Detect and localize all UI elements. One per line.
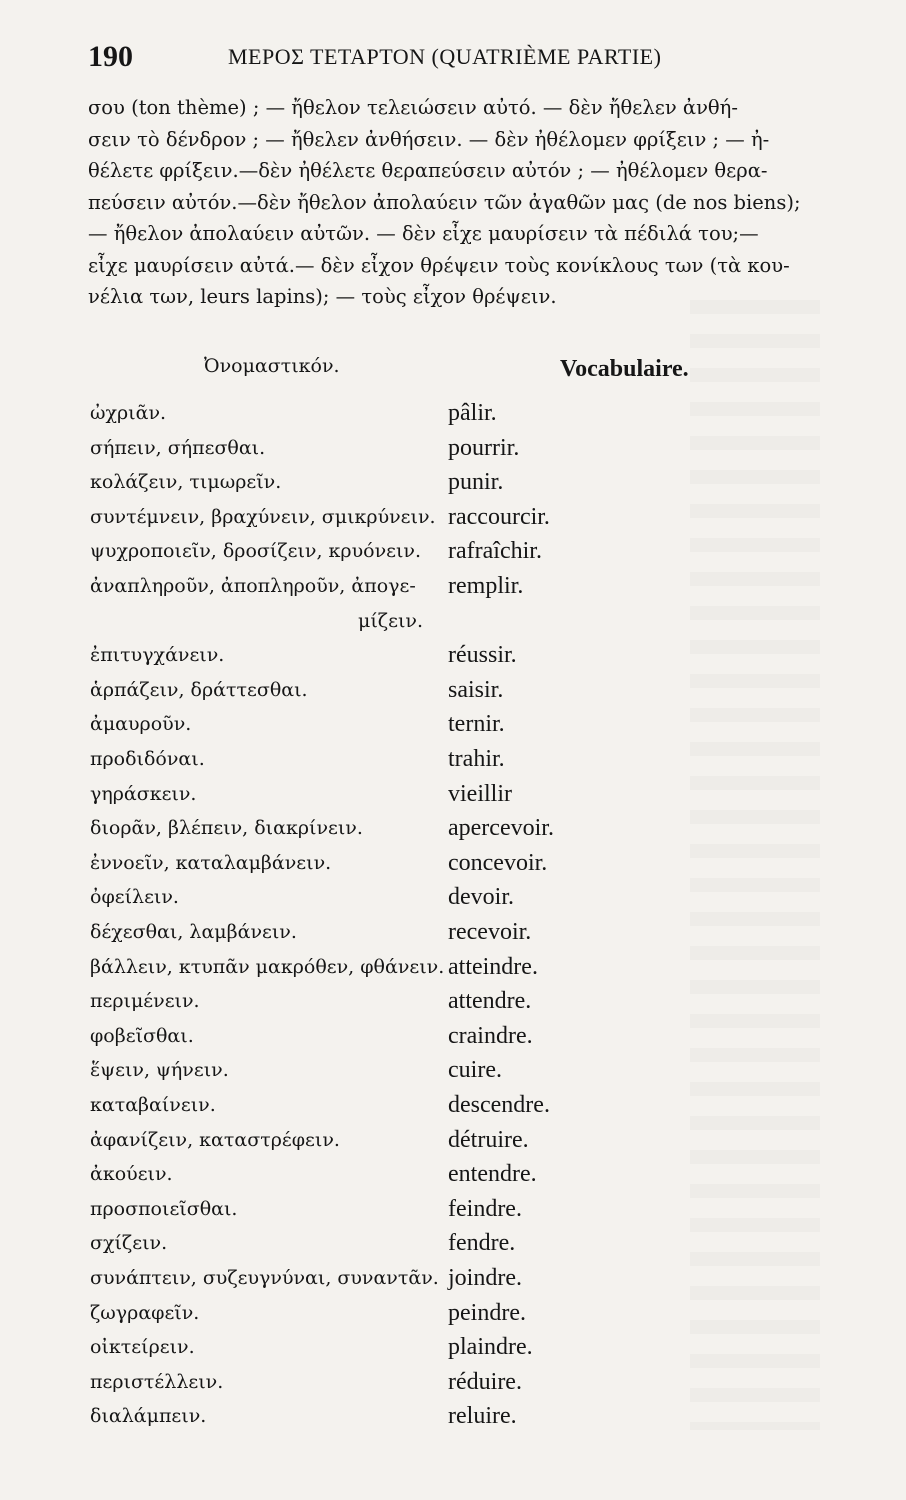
french-term: détruire. bbox=[448, 1126, 529, 1153]
french-term: réussir. bbox=[448, 642, 517, 669]
french-term: remplir. bbox=[448, 573, 524, 599]
greek-term: δέχεσθαι, λαμβάνειν. bbox=[90, 921, 297, 943]
vocabulary-entry bbox=[0, 1094, 906, 1128]
page-header bbox=[88, 36, 818, 76]
greek-term: ἀμαυροῦν. bbox=[90, 713, 192, 736]
paragraph-line: — ἤθελον ἀπολαύειν αὐτῶν. — δὲν εἶχε μαυρίσειν τὰ πέδιλά του;— bbox=[88, 222, 759, 245]
french-term: punir. bbox=[448, 469, 504, 496]
greek-term: περιμένειν. bbox=[90, 990, 200, 1013]
vocabulary-entry-continuation bbox=[0, 610, 906, 644]
greek-term-continuation: μίζειν. bbox=[358, 609, 423, 632]
greek-term: καταβαίνειν. bbox=[90, 1094, 216, 1116]
french-term: feindre. bbox=[448, 1195, 522, 1222]
greek-term: ἀναπληροῦν, ἀποπληροῦν, ἀπογε- bbox=[90, 575, 416, 597]
page-number: 190 bbox=[88, 40, 133, 73]
vocabulary-entry bbox=[0, 921, 906, 955]
french-term: joindre. bbox=[448, 1265, 522, 1291]
vocabulary-entry bbox=[0, 644, 906, 678]
paragraph-line: πεύσειν αὐτόν.—δὲν ἤθελον ἀπολαύειν τῶν ἀγαθῶν μας (de nos biens); bbox=[88, 190, 801, 214]
greek-term: περιστέλλειν. bbox=[90, 1370, 224, 1393]
french-term: saisir. bbox=[448, 676, 504, 703]
french-term: concevoir. bbox=[448, 849, 548, 876]
vocabulary-entry bbox=[0, 990, 906, 1024]
french-term: trahir. bbox=[448, 746, 505, 772]
french-term: entendre. bbox=[448, 1161, 537, 1188]
greek-term: ὠχριᾶν. bbox=[90, 402, 167, 424]
vocabulary-entry bbox=[0, 503, 906, 540]
greek-term: φοβεῖσθαι. bbox=[90, 1024, 194, 1047]
french-term: rafraîchir. bbox=[448, 538, 542, 565]
vocabulary-entry bbox=[0, 953, 906, 990]
greek-term: ψυχροποιεῖν, δροσίζειν, κρυόνειν. bbox=[90, 540, 422, 563]
vocabulary-entry bbox=[0, 1232, 906, 1266]
vocabulary-entry bbox=[0, 817, 906, 851]
vocabulary-entry bbox=[0, 713, 906, 747]
vocabulary-heading-french: Vocabulaire. bbox=[560, 356, 689, 382]
vocabulary-entry bbox=[0, 540, 906, 574]
greek-term: ἀκούειν. bbox=[90, 1163, 173, 1186]
greek-term: ἐννοεῖν, καταλαμβάνειν. bbox=[90, 851, 332, 874]
running-title: ΜΕΡΟΣ ΤΕΤΑΡΤΟΝ (QUATRIÈME PARTIE) bbox=[228, 44, 662, 69]
greek-term: προδιδόναι. bbox=[90, 748, 205, 770]
greek-term: ἐπιτυγχάνειν. bbox=[90, 644, 225, 667]
french-term: reluire. bbox=[448, 1403, 517, 1430]
greek-term: διορᾶν, βλέπειν, διακρίνειν. bbox=[90, 817, 363, 840]
vocabulary-entry bbox=[0, 676, 906, 713]
greek-term: βάλλειν, κτυπᾶν μακρόθεν, φθάνειν. bbox=[90, 955, 445, 978]
exercise-paragraph bbox=[88, 92, 818, 313]
french-term: raccourcir. bbox=[448, 503, 550, 530]
vocabulary-entry bbox=[0, 1195, 906, 1232]
greek-term: ὀφείλειν. bbox=[90, 886, 179, 909]
vocabulary-entry bbox=[0, 1368, 906, 1405]
greek-term: ζωγραφεῖν. bbox=[90, 1301, 200, 1324]
french-term: attendre. bbox=[448, 988, 532, 1015]
french-term: apercevoir. bbox=[448, 815, 554, 842]
paragraph-line: νέλια των, leurs lapins); — τοὺς εἶχον θρέψειν. bbox=[88, 285, 557, 308]
paragraph-line: σου (ton thème) ; — ἤθελον τελειώσειν αὐτό. — δὲν ἤθελεν ἀνθή- bbox=[88, 96, 738, 119]
french-term: fendre. bbox=[448, 1230, 516, 1257]
greek-term: ἀφανίζειν, καταστρέφειν. bbox=[90, 1128, 340, 1151]
greek-term: οἰκτείρειν. bbox=[90, 1336, 195, 1359]
french-term: recevoir. bbox=[448, 919, 532, 945]
vocabulary-entry bbox=[0, 1126, 906, 1163]
vocabulary-entry bbox=[0, 402, 906, 436]
vocabulary-entry bbox=[0, 1059, 906, 1093]
greek-term: ἕψειν, ψήνειν. bbox=[90, 1059, 229, 1082]
french-term: ternir. bbox=[448, 711, 505, 738]
french-term: craindre. bbox=[448, 1022, 533, 1049]
greek-term: κολάζειν, τιμωρεῖν. bbox=[90, 471, 282, 494]
french-term: descendre. bbox=[448, 1092, 550, 1118]
greek-term: γηράσκειν. bbox=[90, 782, 197, 805]
french-term: cuire. bbox=[448, 1057, 502, 1084]
vocabulary-entry bbox=[0, 780, 906, 817]
vocabulary-entry bbox=[0, 471, 906, 505]
vocabulary-heading-greek: Ὀνομαστικόν. bbox=[204, 355, 340, 377]
vocabulary-entry bbox=[0, 748, 906, 782]
vocabulary-entry bbox=[0, 886, 906, 920]
french-term: pourrir. bbox=[448, 434, 520, 461]
french-term: vieillir bbox=[448, 780, 512, 807]
vocabulary-entry bbox=[0, 1405, 906, 1439]
french-term: pâlir. bbox=[448, 400, 497, 426]
greek-term: συνάπτειν, συζευγνύναι, συναντᾶν. bbox=[90, 1267, 439, 1289]
vocabulary-entry bbox=[0, 1022, 906, 1059]
paragraph-line: σειν τὸ δένδρον ; — ἤθελεν ἀνθήσειν. — δὲν ἠθέλομεν φρίξειν ; — ἠ- bbox=[88, 127, 770, 151]
french-term: devoir. bbox=[448, 884, 514, 911]
greek-term: διαλάμπειν. bbox=[90, 1405, 207, 1428]
french-term: réduire. bbox=[448, 1368, 522, 1395]
greek-term: προσποιεῖσθαι. bbox=[90, 1197, 238, 1220]
french-term: peindre. bbox=[448, 1299, 526, 1326]
vocabulary-entry bbox=[0, 1163, 906, 1197]
paragraph-line: θέλετε φρίξειν.—δὲν ἠθέλετε θεραπεύσειν αὐτόν ; — ἠθέλομεν θερα- bbox=[88, 159, 768, 182]
vocabulary-entry bbox=[0, 434, 906, 471]
greek-term: σήπειν, σήπεσθαι. bbox=[90, 436, 266, 459]
vocabulary-entry bbox=[0, 849, 906, 886]
paragraph-line: εἶχε μαυρίσειν αὐτά.— δὲν εἶχον θρέψειν τοὺς κονίκλους των (τὰ κου- bbox=[88, 253, 790, 277]
french-term: plaindre. bbox=[448, 1334, 533, 1361]
vocabulary-entry bbox=[0, 1336, 906, 1370]
french-term: atteindre. bbox=[448, 953, 538, 980]
vocabulary-entry bbox=[0, 1267, 906, 1301]
greek-term: σχίζειν. bbox=[90, 1232, 168, 1255]
vocabulary-entry bbox=[0, 1299, 906, 1336]
greek-term: ἁρπάζειν, δράττεσθαι. bbox=[90, 678, 308, 701]
vocabulary-entry bbox=[0, 575, 906, 609]
greek-term: συντέμνειν, βραχύνειν, σμικρύνειν. bbox=[90, 505, 436, 528]
